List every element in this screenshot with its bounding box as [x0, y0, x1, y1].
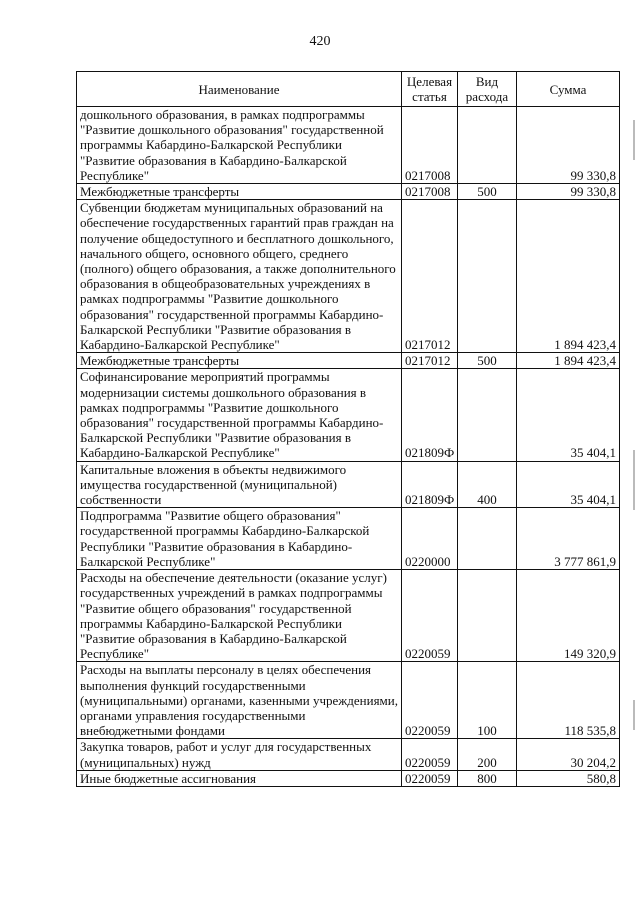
row-expense-type: 800	[458, 770, 517, 786]
table-row	[77, 369, 620, 461]
table-row	[77, 461, 620, 508]
table-row	[77, 353, 620, 369]
row-name: Закупка товаров, работ и услуг для государственных (муниципальных) нужд	[77, 739, 402, 770]
row-expense-type: 100	[458, 662, 517, 739]
page-number: 420	[309, 34, 331, 49]
table-row	[77, 770, 620, 786]
row-sum: 1 894 423,4	[517, 200, 620, 353]
table-row	[77, 508, 620, 570]
row-expense-type: 200	[458, 739, 517, 770]
header-sum: Сумма	[517, 72, 620, 107]
row-sum: 580,8	[517, 770, 620, 786]
table-row	[77, 200, 620, 353]
row-name: Межбюджетные трансферты	[77, 353, 402, 369]
row-target-article: 0220000	[402, 508, 458, 570]
header-name: Наименование	[77, 72, 402, 107]
row-target-article: 0217012	[402, 353, 458, 369]
row-target-article: 021809Ф	[402, 461, 458, 508]
row-expense-type	[458, 107, 517, 184]
table-header-row	[77, 72, 620, 107]
table-row	[77, 107, 620, 184]
scan-margin-mark	[633, 450, 635, 510]
row-target-article: 0217008	[402, 107, 458, 184]
row-name: Расходы на обеспечение деятельности (оказание услуг) государственных учреждений в рамках подпрограммы "Развитие общего образования" государственной программы Кабардино-Балкарской Республики "Развитие образования в Кабардино-Балкарской Республике"	[77, 570, 402, 662]
budget-table	[76, 71, 620, 787]
row-target-article: 0220059	[402, 770, 458, 786]
scan-margin-mark	[633, 120, 635, 160]
row-target-article: 0220059	[402, 662, 458, 739]
scan-margin-mark	[633, 700, 635, 730]
table-row	[77, 662, 620, 739]
header-target-article: Целевая статья	[402, 72, 458, 107]
row-expense-type	[458, 200, 517, 353]
row-sum: 118 535,8	[517, 662, 620, 739]
row-expense-type: 500	[458, 184, 517, 200]
row-target-article: 0220059	[402, 739, 458, 770]
row-target-article: 0220059	[402, 570, 458, 662]
header-expense-type: Вид расхода	[458, 72, 517, 107]
row-sum: 149 320,9	[517, 570, 620, 662]
row-expense-type	[458, 570, 517, 662]
row-target-article: 0217012	[402, 200, 458, 353]
row-name: дошкольного образования, в рамках подпрограммы "Развитие дошкольного образования" государственной программы Кабардино-Балкарской Республики "Развитие образования в Кабардино-Балкарской Республике"	[77, 107, 402, 184]
row-name: Расходы на выплаты персоналу в целях обеспечения выполнения функций государственными (муниципальными) органами, казенными учреждениями, органами управления государственными внебюджетными фондами	[77, 662, 402, 739]
row-expense-type	[458, 508, 517, 570]
row-sum: 30 204,2	[517, 739, 620, 770]
row-expense-type: 400	[458, 461, 517, 508]
row-name: Иные бюджетные ассигнования	[77, 770, 402, 786]
row-sum: 35 404,1	[517, 369, 620, 461]
row-target-article: 021809Ф	[402, 369, 458, 461]
row-name: Субвенции бюджетам муниципальных образований на обеспечение государственных гарантий прав граждан на получение общедоступного и бесплатного дошкольного, начального общего, основного общего, среднего (полного) общего образования, а также дополнительного образования в общеобразовательных учреждениях в рамках подпрограммы "Развитие дошкольного образования" государственной программы Кабардино-Балкарской Республики "Развитие образования в Кабардино-Балкарской Республике"	[77, 200, 402, 353]
table-row	[77, 739, 620, 770]
table-row	[77, 570, 620, 662]
row-name: Межбюджетные трансферты	[77, 184, 402, 200]
row-sum: 1 894 423,4	[517, 353, 620, 369]
row-expense-type	[458, 369, 517, 461]
row-name: Софинансирование мероприятий программы модернизации системы дошкольного образования в рамках подпрограммы "Развитие дошкольного образования" государственной программы Кабардино-Балкарской Республики "Развитие образования в Кабардино-Балкарской Республике"	[77, 369, 402, 461]
table-row	[77, 184, 620, 200]
row-sum: 99 330,8	[517, 184, 620, 200]
row-target-article: 0217008	[402, 184, 458, 200]
row-expense-type: 500	[458, 353, 517, 369]
row-name: Капитальные вложения в объекты недвижимого имущества государственной (муниципальной) собственности	[77, 461, 402, 508]
row-sum: 3 777 861,9	[517, 508, 620, 570]
row-sum: 35 404,1	[517, 461, 620, 508]
row-sum: 99 330,8	[517, 107, 620, 184]
row-name: Подпрограмма "Развитие общего образования" государственной программы Кабардино-Балкарской Республики "Развитие образования в Кабардино-Балкарской Республике"	[77, 508, 402, 570]
